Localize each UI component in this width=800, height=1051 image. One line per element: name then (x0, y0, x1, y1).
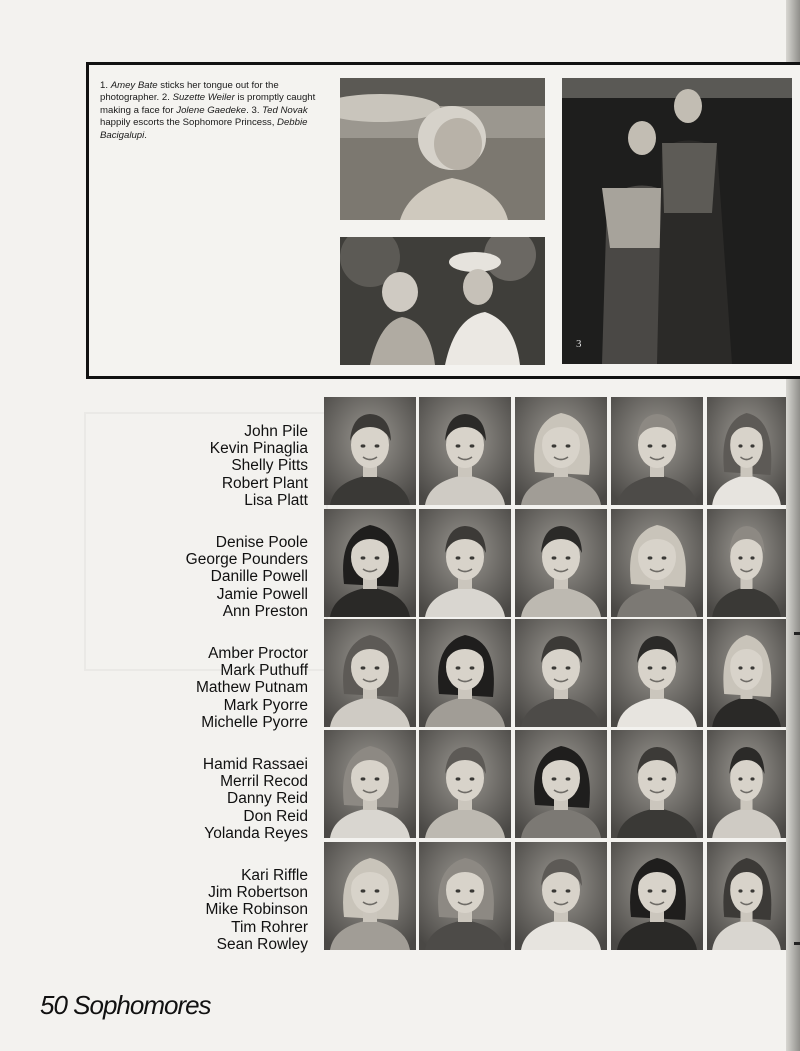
caption-name: Debbie Bacigalupi (100, 117, 308, 141)
student-name: Lisa Platt (244, 491, 308, 509)
student-portrait (515, 730, 607, 838)
student-name: Danny Reid (227, 790, 308, 808)
name-group-5 (140, 867, 308, 953)
student-portrait (419, 509, 511, 617)
student-portrait (611, 619, 703, 727)
student-name: Jamie Powell (216, 585, 308, 603)
trim-mark (794, 942, 800, 945)
student-name: Mark Pyorre (223, 696, 308, 714)
photo-number-label: 3 (576, 338, 582, 350)
caption-name: Amey Bate (110, 80, 158, 91)
student-portrait (419, 397, 511, 505)
student-name: John Pile (244, 423, 308, 440)
photo-3-princess-escort (562, 78, 792, 364)
caption-name: Ted Novak (262, 104, 308, 116)
student-portrait (419, 619, 511, 727)
name-group-4 (140, 756, 308, 842)
student-portrait (611, 509, 703, 617)
student-name: Merril Recod (220, 773, 308, 791)
photo-2-two-girls (340, 237, 545, 365)
student-name: Sean Rowley (216, 935, 308, 953)
student-name: Don Reid (243, 807, 308, 825)
student-name: Mathew Putnam (196, 679, 308, 697)
student-portrait (611, 730, 703, 838)
student-portrait (515, 842, 607, 950)
student-name: Hamid Rassaei (202, 756, 308, 773)
student-name: Danille Powell (210, 568, 308, 586)
student-name: Michelle Pyorre (201, 713, 308, 731)
student-name: Denise Poole (215, 534, 308, 551)
student-portrait (324, 397, 416, 505)
photo-caption: 1. Amey Bate sticks her tongue out for the photographer. 2. Suzette Weiler is promptly caught making a face for Jolene Gaedeke. 3. Ted Novak happily escorts the Sophomore Princess, Debbie Bacigalupi. (100, 80, 316, 141)
student-portrait (515, 509, 607, 617)
student-portrait (324, 509, 416, 617)
name-group-2 (140, 534, 308, 620)
student-name: Kevin Pinaglia (209, 440, 308, 458)
photo-1-girl-tongue (340, 78, 545, 220)
student-portrait (515, 397, 607, 505)
student-portrait (707, 619, 786, 727)
student-name: Ann Preston (222, 602, 308, 620)
student-portrait (419, 730, 511, 838)
caption-name: Jolene Gaedeke (176, 104, 247, 116)
caption-name: Suzette Weiler (172, 92, 235, 104)
student-name: Mike Robinson (205, 901, 308, 919)
student-portrait (707, 730, 786, 838)
name-group-3 (140, 645, 308, 731)
student-name: Jim Robertson (208, 884, 308, 902)
student-portrait (324, 619, 416, 727)
student-portrait (419, 842, 511, 950)
student-name: George Pounders (185, 551, 308, 569)
page-folio: 50 Sophomores (40, 990, 211, 1020)
student-name: Mark Puthuff (220, 662, 308, 680)
student-portrait (707, 397, 786, 505)
student-portrait (324, 730, 416, 838)
name-group-1 (140, 423, 308, 509)
student-portrait (611, 842, 703, 950)
student-name: Kari Riffle (241, 867, 308, 884)
student-name: Tim Rohrer (231, 918, 308, 936)
student-portrait (611, 397, 703, 505)
student-portrait (707, 509, 786, 617)
student-name: Amber Proctor (208, 645, 308, 662)
student-name: Robert Plant (221, 474, 308, 492)
trim-mark (794, 632, 800, 635)
student-portrait (707, 842, 786, 950)
student-portrait (515, 619, 607, 727)
student-portrait (324, 842, 416, 950)
student-name: Shelly Pitts (231, 457, 308, 475)
student-name: Yolanda Reyes (204, 824, 308, 842)
